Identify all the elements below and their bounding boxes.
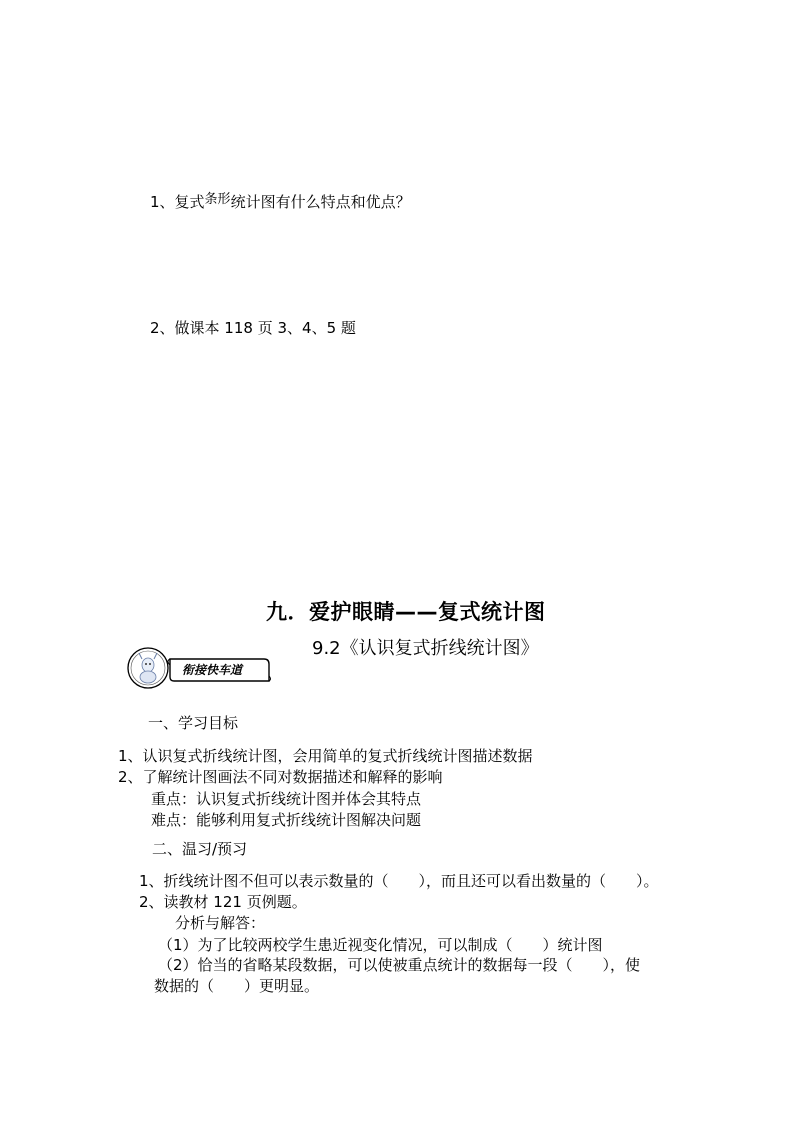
question-1-suffix: 统计图有什么特点和优点？ [230, 193, 411, 211]
objective-2: 2、了解统计图画法不同对数据描述和解释的影响 [118, 768, 443, 786]
chapter-subtitle: 9.2《认识复式折线统计图》 [312, 638, 539, 659]
question-1 [150, 192, 411, 214]
answer-2-line-2: 数据的（ ）更明显。 [154, 977, 320, 995]
logo-text: 衔接快车道 [182, 663, 243, 677]
section-2-heading: 二、温习/预习 [152, 840, 248, 858]
question-2: 2、做课本 118 页 3、4、5 题 [150, 319, 356, 337]
review-question-1: 1、折线统计图不但可以表示数量的（ ），而且还可以看出数量的（ ）。 [139, 872, 659, 890]
objective-1: 1、认识复式折线统计图，会用简单的复式折线统计图描述数据 [118, 747, 533, 765]
answer-2-line-1: （2）恰当的省略某段数据，可以使被重点统计的数据每一段（ ），使 [158, 956, 641, 974]
answer-1: （1）为了比较两校学生患近视变化情况，可以制成（ ）统计图 [158, 936, 603, 954]
question-1-prefix: 1、复式 [150, 193, 205, 211]
analysis-label: 分析与解答： [175, 914, 266, 932]
key-point: 重点：认识复式折线统计图并体会其特点 [151, 790, 422, 808]
review-question-2: 2、读教材 121 页例题。 [139, 893, 307, 911]
question-1-small-text: 条形 [204, 192, 231, 207]
difficult-point: 难点：能够利用复式折线统计图解决问题 [151, 811, 422, 829]
chapter-title: 九．爱护眼睛——复式统计图 [266, 600, 546, 624]
xianjie-logo [126, 645, 271, 691]
section-1-heading: 一、学习目标 [148, 714, 239, 732]
